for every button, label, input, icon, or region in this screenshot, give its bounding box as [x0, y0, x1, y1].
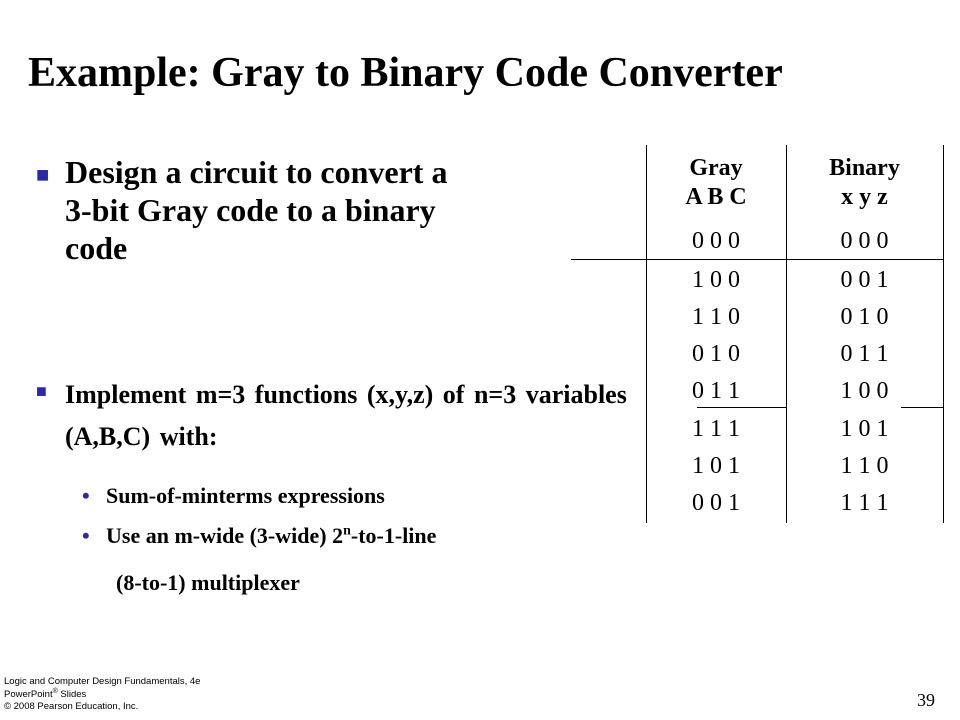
binary-header-line2: x y z — [841, 183, 888, 210]
slide-title: Example: Gray to Binary Code Converter — [28, 50, 783, 96]
gray-cell-4: 0 1 1 — [692, 378, 740, 404]
gray-cell-7: 0 0 1 — [692, 490, 740, 516]
gray-header — [646, 154, 786, 212]
binary-cell-5: 1 0 1 — [840, 416, 889, 442]
square-bullet-icon: ■ — [36, 162, 50, 187]
gray-header-line1: Gray — [689, 155, 743, 181]
bullet-implement-functions — [36, 374, 636, 457]
gray-cell-5: 1 1 1 — [692, 416, 740, 442]
sub-bullet-multiplexer — [82, 521, 642, 561]
bullet-text: Implement m=3 functions (x,y,z) of n=3 variables (A,B,C) with: — [65, 380, 627, 451]
footer-powerpoint: PowerPoint — [4, 688, 53, 700]
slide-footer — [4, 676, 200, 714]
gray-cell-2: 1 1 0 — [692, 304, 740, 330]
header-underline — [571, 259, 943, 260]
gray-cell-0: 0 0 0 — [692, 228, 740, 254]
footer-slides-line — [4, 689, 200, 702]
sub-bullet-minterms — [82, 481, 642, 521]
gray-binary-table — [571, 145, 946, 523]
square-bullet-icon: ■ — [36, 381, 47, 401]
binary-header — [786, 154, 943, 212]
registered-mark: ® — [52, 687, 58, 695]
footer-copyright: © 2008 Pearson Education, Inc. — [4, 701, 139, 712]
underline-gray-row5 — [697, 407, 786, 408]
gray-cell-6: 1 0 1 — [692, 453, 740, 479]
sub-bullet-text-tail: -to-1-line — [350, 523, 437, 548]
page-number: 39 — [917, 690, 935, 710]
superscript-n: n — [343, 523, 351, 539]
dot-bullet-icon: • — [82, 483, 90, 508]
sub-bullet-text: Use an m-wide (3-wide) 2 — [106, 523, 344, 548]
underline-binary-row5 — [901, 407, 943, 408]
dot-bullet-icon: • — [82, 523, 90, 548]
table-divider-right — [943, 145, 944, 523]
binary-cell-1: 0 0 1 — [840, 267, 889, 293]
sub-bullet-continuation: (8-to-1) multiplexer — [116, 570, 300, 595]
bullet-text: Design a circuit to convert a 3-bit Gray code to a binary code — [65, 154, 448, 266]
sub-bullet-text: Sum-of-minterms expressions — [106, 483, 385, 508]
binary-cell-7: 1 1 1 — [840, 490, 889, 516]
binary-cell-4: 1 0 0 — [840, 378, 889, 404]
footer-slides: Slides — [57, 688, 87, 700]
binary-cell-2: 0 1 0 — [840, 304, 889, 330]
gray-header-line2: A B C — [685, 183, 747, 210]
gray-cell-3: 0 1 0 — [692, 341, 740, 367]
binary-cell-0: 0 0 0 — [840, 228, 889, 254]
binary-cell-3: 0 1 1 — [840, 341, 889, 367]
bullet-design-circuit — [36, 154, 456, 267]
sub-bullet-list — [82, 481, 642, 561]
binary-cell-6: 1 1 0 — [840, 453, 889, 479]
footer-book-title: Logic and Computer Design Fundamentals, 4e — [4, 676, 201, 687]
gray-cell-1: 1 0 0 — [692, 267, 740, 293]
binary-header-line1: Binary — [829, 155, 900, 181]
